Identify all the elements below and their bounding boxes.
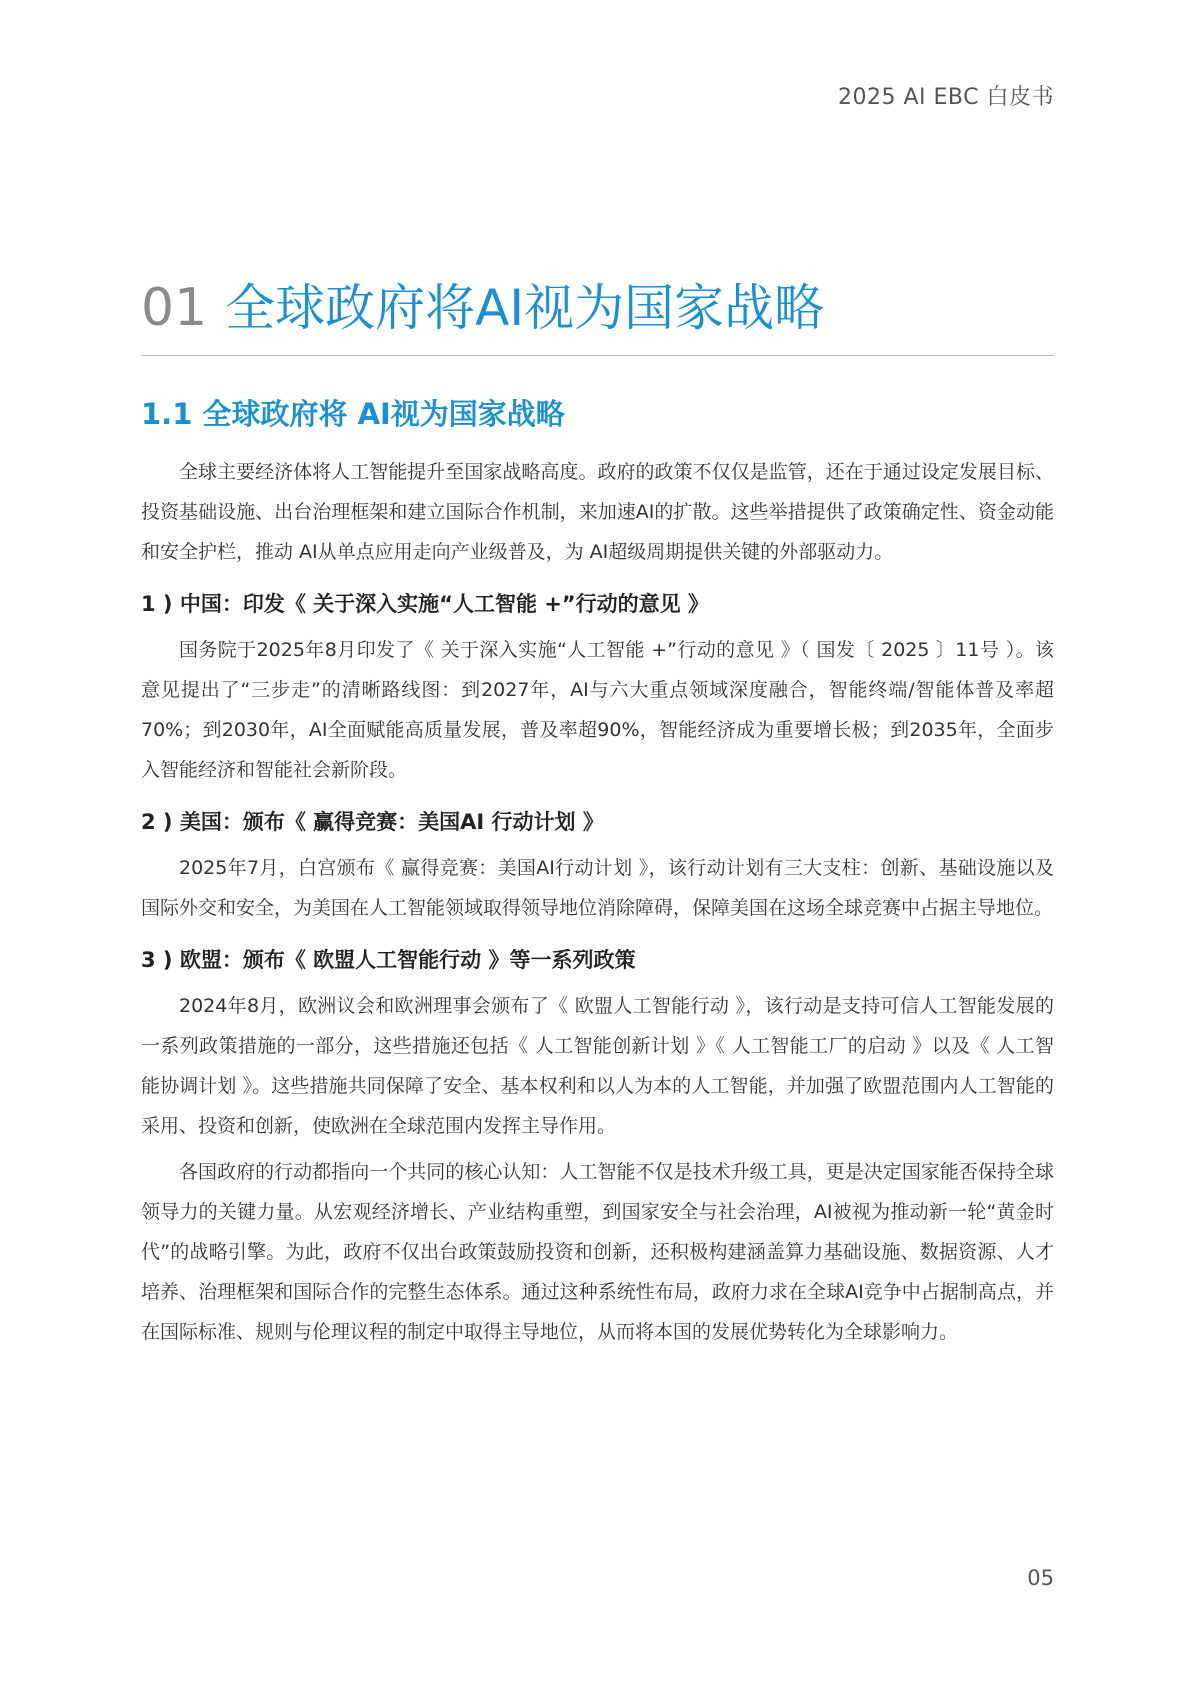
chapter-heading: [141, 268, 1054, 358]
subsection-paragraph-usa: 2025年7月，白宫颁布《 赢得竞赛：美国AI行动计划 》，该行动计划有三大支柱：创新、基础设施以及国际外交和安全，为美国在人工智能领域取得领导地位消除障碍，保障美国在这场全球竞赛中占据主导地位。: [141, 857, 1054, 919]
section-intro-paragraph: 全球主要经济体将人工智能提升至国家战略高度。政府的政策不仅仅是监管，还在于通过设定发展目标、投资基础设施、出台治理框架和建立国际合作机制，来加速AI的扩散。这些举措提供了政策确定性、资金动能和安全护栏，推动 AI从单点应用走向产业级普及，为 AI超级周期提供关键的外部驱动力。: [141, 461, 1054, 563]
chapter-divider: [141, 355, 1054, 356]
subsection-heading-china: 1 ) 中国：印发《 关于深入实施“人工智能 +”行动的意见 》: [141, 592, 709, 616]
subsection-heading-eu: 3 ) 欧盟：颁布《 欧盟人工智能行动 》等一系列政策: [141, 948, 636, 972]
section-heading: 1.1 全球政府将 AI视为国家战略: [141, 397, 565, 431]
subsection-paragraph-china: 国务院于2025年8月印发了《 关于深入实施“人工智能 +”行动的意见 》（ 国发〔 2025 〕11号 ）。该意见提出了“三步走”的清晰路线图：到2027年，AI与六大重点领域深度融合，智能终端/智能体普及率超70%；到2030年，AI全面赋能高质量发展，普及率超90%，智能经济成为重要增长极；到2035年，全面步入智能经济和智能社会新阶段。: [141, 639, 1054, 781]
subsection-paragraph-eu: 2024年8月，欧洲议会和欧洲理事会颁布了《 欧盟人工智能行动 》，该行动是支持可信人工智能发展的一系列政策措施的一部分，这些措施还包括《 人工智能创新计划 》《 人工智能工厂的启动 》以及《 人工智能协调计划 》。这些措施共同保障了安全、基本权利和以人为本的人工智能，并加强了欧盟范围内人工智能的采用、投资和创新，使欧洲在全球范围内发挥主导作用。: [141, 995, 1054, 1137]
conclusion-paragraph: 各国政府的行动都指向一个共同的核心认知：人工智能不仅是技术升级工具，更是决定国家能否保持全球领导力的关键力量。从宏观经济增长、产业结构重塑，到国家安全与社会治理，AI被视为推动新一轮“黄金时代”的战略引擎。为此，政府不仅出台政策鼓励投资和创新，还积极构建涵盖算力基础设施、数据资源、人才培养、治理框架和国际合作的完整生态体系。通过这种系统性布局，政府力求在全球AI竞争中占据制高点，并在国际标准、规则与伦理议程的制定中取得主导地位，从而将本国的发展优势转化为全球影响力。: [141, 1161, 1054, 1343]
subsection-heading-usa: 2 ) 美国：颁布《 赢得竞赛：美国AI 行动计划 》: [141, 810, 604, 834]
main-content: [141, 392, 1054, 1352]
header-title: 2025 AI EBC 白皮书: [838, 85, 1054, 110]
chapter-number: 01: [141, 278, 208, 338]
chapter-title: 全球政府将AI视为国家战略: [225, 279, 825, 337]
page-number: 05: [1027, 1566, 1054, 1590]
